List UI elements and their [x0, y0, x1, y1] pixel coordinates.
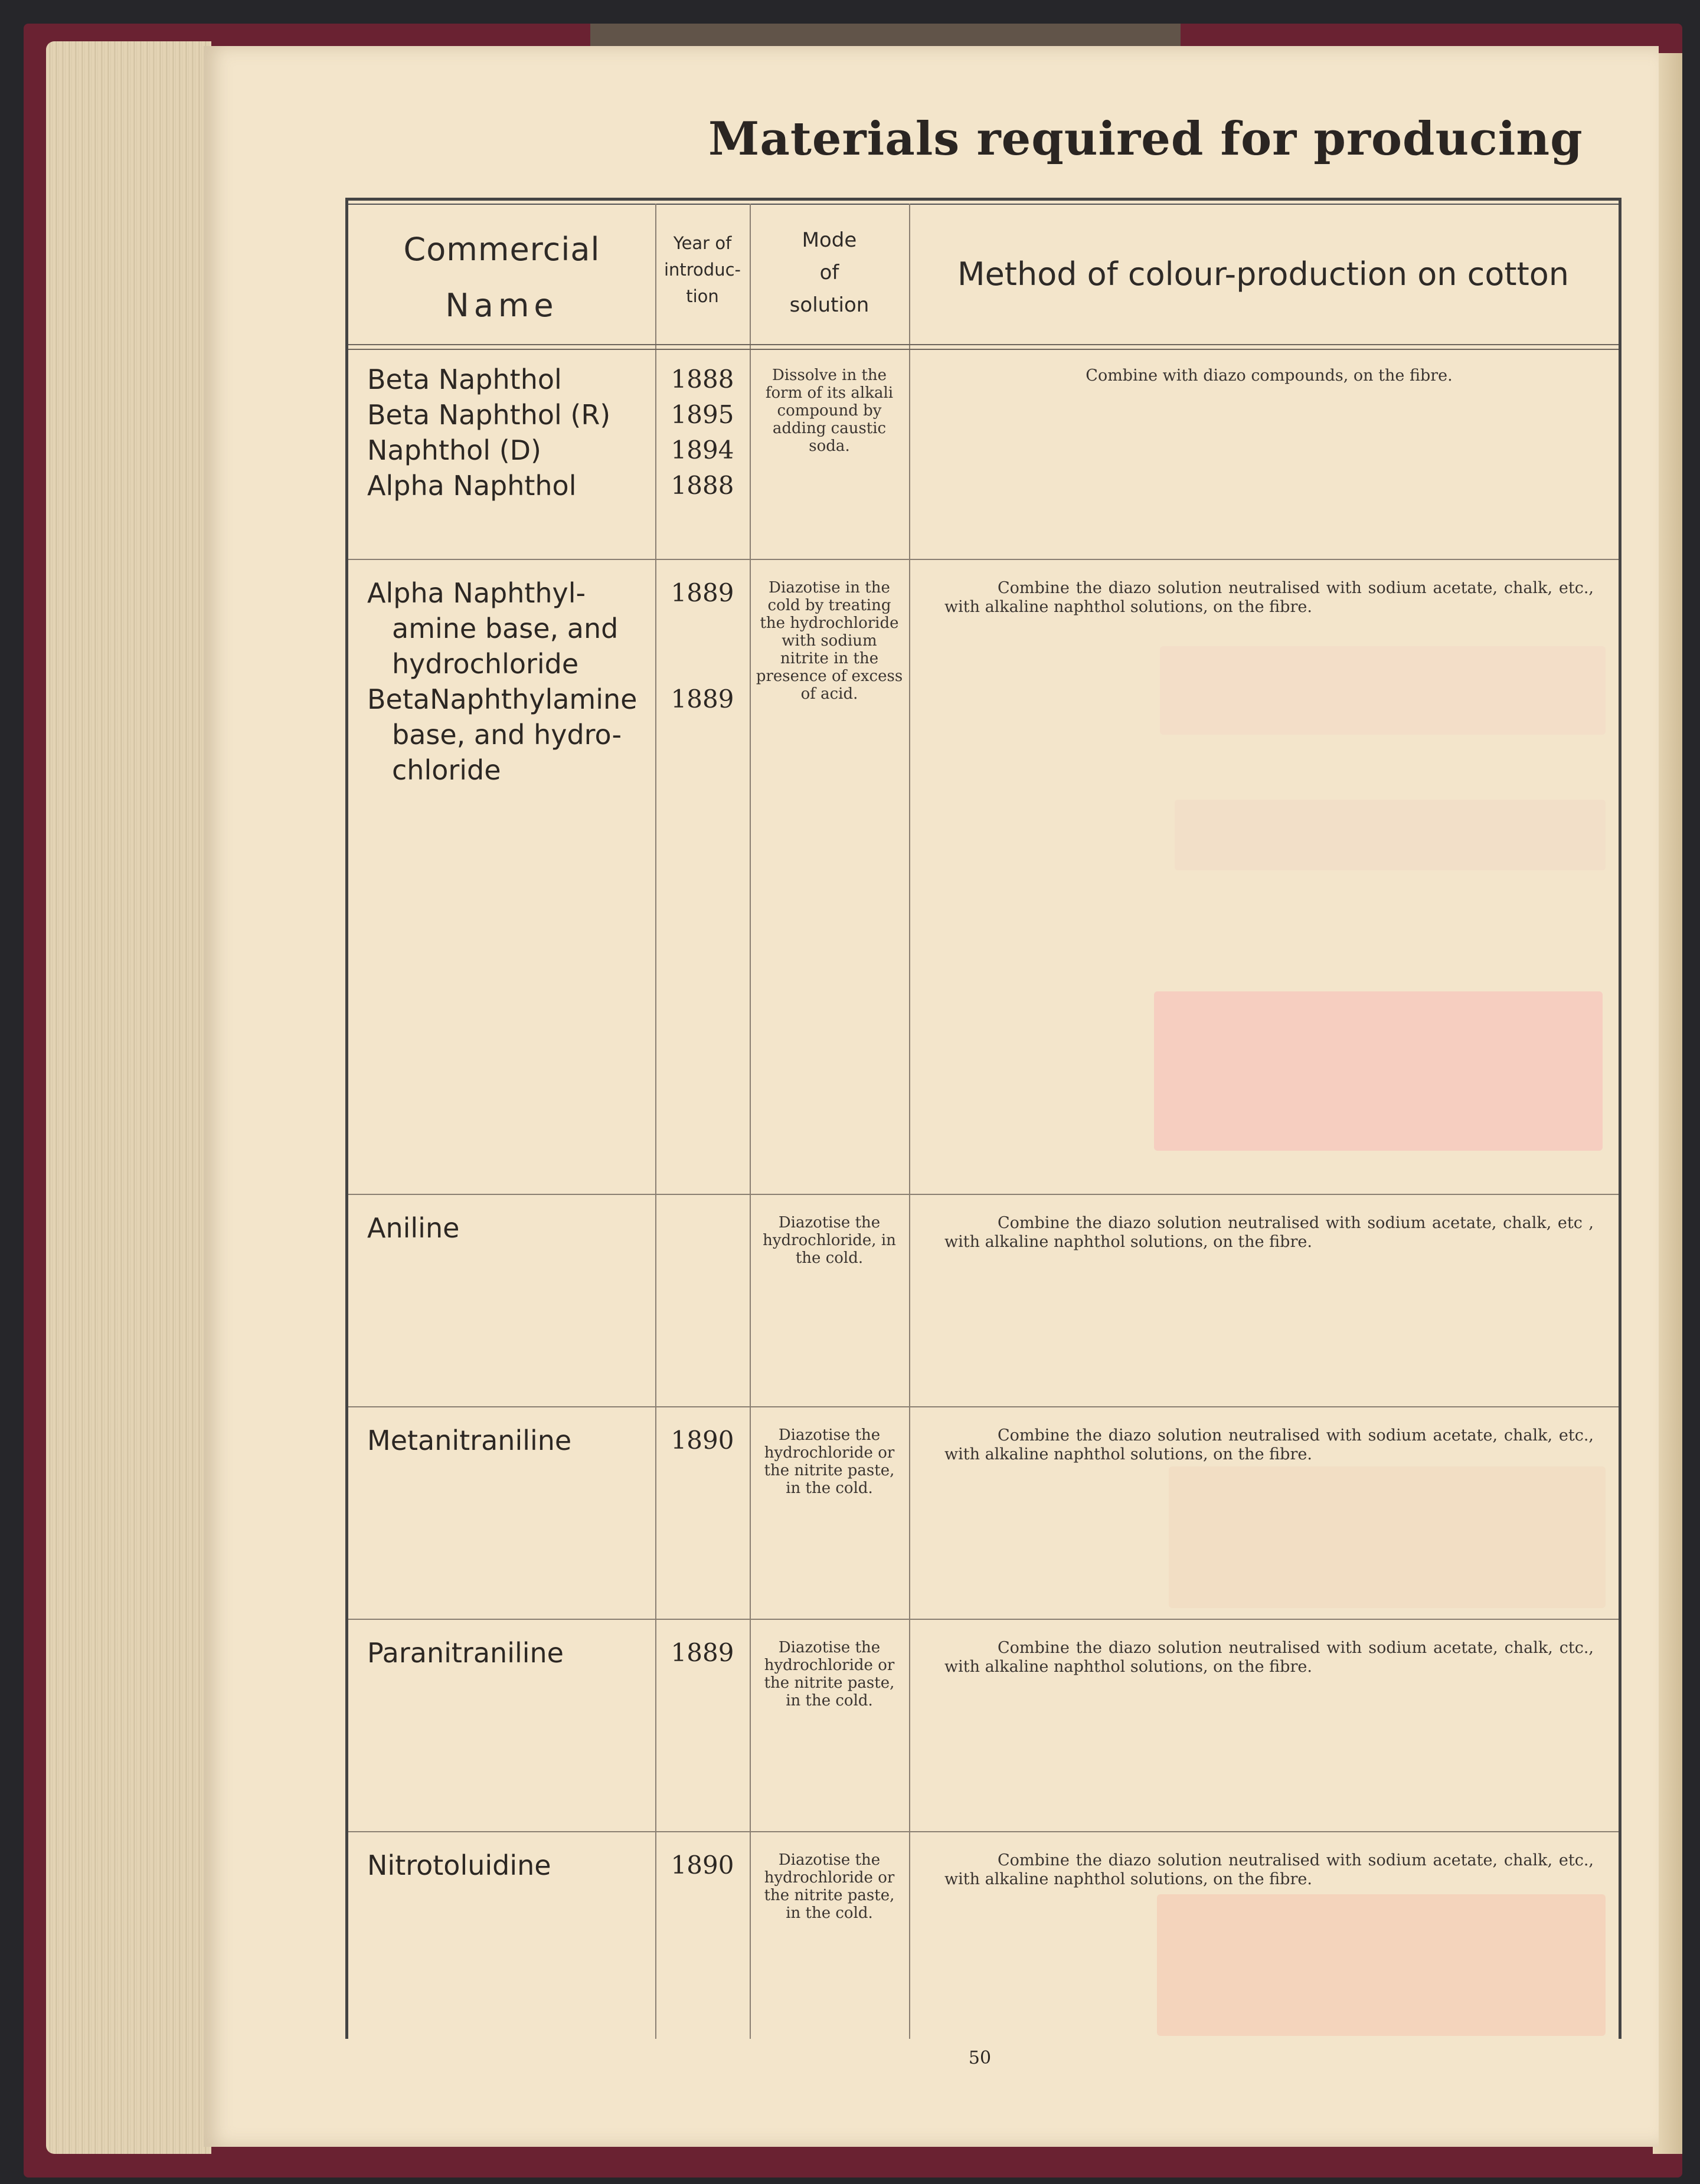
row-3-names — [367, 1423, 656, 1458]
header-year-line: Year of — [673, 233, 732, 253]
dye-sample-swatch — [1175, 800, 1606, 870]
header-mode-line: of — [819, 261, 839, 284]
row-0-method: Combine with diazo compounds, on the fibre. — [1086, 366, 1453, 385]
row-1-mode: Diazotise in the cold by treating the hydrochloride with sodium nitrite in the presence of excess of acid. — [756, 579, 903, 703]
header-method: Method of colour-production on cotton — [957, 256, 1570, 293]
row-divider — [348, 1619, 1619, 1620]
commercial-name: BetaNaphthylamine — [367, 683, 638, 715]
header-year-line: introduc- — [663, 260, 741, 280]
row-2-names — [367, 1210, 656, 1246]
table-top-border — [348, 198, 1619, 201]
row-2-mode: Diazotise the hydrochloride, in the cold. — [763, 1214, 896, 1267]
commercial-name: chloride — [392, 754, 501, 786]
dye-sample-swatch — [1157, 1894, 1606, 2036]
year-value: 1895 — [671, 400, 734, 429]
header-commercial-name — [348, 221, 655, 333]
page-title: Materials required for producing — [708, 112, 1583, 166]
row-1-year-b: 1889 — [671, 685, 734, 713]
commercial-name: Paranitraniline — [367, 1637, 564, 1669]
commercial-name: Beta Naphthol — [367, 364, 562, 395]
row-2-method: Combine the diazo solution neutralised with sodium acetate, chalk, etc , with alkaline naphthol solutions, on the fibre. — [944, 1214, 1594, 1251]
dye-sample-swatch — [1160, 646, 1606, 735]
commercial-name: hydrochloride — [392, 648, 579, 680]
row-divider — [348, 559, 1619, 560]
commercial-name: Naphthol (D) — [367, 434, 542, 466]
commercial-name: Aniline — [367, 1212, 460, 1244]
row-divider — [348, 1194, 1619, 1195]
header-name-line2: Name — [445, 287, 558, 324]
year-value: 1894 — [671, 436, 734, 464]
year-value: 1888 — [671, 471, 734, 500]
row-1-method: Combine the diazo solution neutralised with sodium acetate, chalk, etc., with alkaline naphthol solutions, on the fibre. — [944, 579, 1594, 616]
table-top-border-inner — [348, 204, 1619, 205]
row-4-mode: Diazotise the hydrochloride or the nitrite paste, in the cold. — [764, 1639, 895, 1710]
commercial-name: Nitrotoluidine — [367, 1849, 551, 1881]
row-1-names — [367, 575, 656, 788]
column-divider — [750, 204, 751, 2039]
row-5-method: Combine the diazo solution neutralised with sodium acetate, chalk, etc., with alkaline naphthol solutions, on the fibre. — [944, 1851, 1594, 1888]
commercial-name: Metanitraniline — [367, 1425, 572, 1456]
row-0-names — [367, 362, 656, 503]
header-mode — [750, 224, 909, 322]
commercial-name: Alpha Naphthol — [367, 470, 577, 502]
column-divider — [909, 204, 910, 2039]
year-value: 1888 — [671, 365, 734, 394]
cover-strip — [590, 24, 1181, 47]
row-0-years — [655, 362, 750, 503]
row-3-mode: Diazotise the hydrochloride or the nitrite paste, in the cold. — [764, 1426, 895, 1497]
dye-table — [345, 198, 1621, 2039]
header-year-line: tion — [686, 286, 719, 306]
commercial-name: amine base, and — [392, 613, 619, 644]
row-4-names — [367, 1635, 656, 1671]
row-divider — [348, 1406, 1619, 1407]
header-year — [655, 230, 750, 310]
commercial-name: base, and hydro- — [392, 719, 622, 751]
row-0-mode: Dissolve in the form of its alkali compound by adding caustic soda. — [765, 366, 894, 455]
dye-sample-swatch — [1169, 1466, 1606, 1608]
row-4-year: 1889 — [671, 1638, 734, 1667]
row-3-year: 1890 — [671, 1426, 734, 1455]
row-3-method: Combine the diazo solution neutralised with sodium acetate, chalk, etc., with alkaline naphthol solutions, on the fibre. — [944, 1426, 1594, 1463]
row-4-method: Combine the diazo solution neutralised with sodium acetate, chalk, ctc., with alkaline naphthol solutions, on the fibre. — [944, 1639, 1594, 1676]
page-number: 50 — [968, 2048, 992, 2068]
page-edges — [46, 41, 211, 2154]
row-5-names — [367, 1848, 656, 1883]
row-1-year-a: 1889 — [671, 578, 734, 607]
commercial-name: Alpha Naphthyl- — [367, 577, 586, 609]
dye-sample-swatch — [1154, 991, 1603, 1151]
row-5-mode: Diazotise the hydrochloride or the nitrite paste, in the cold. — [764, 1851, 895, 1922]
header-mode-line: Mode — [802, 228, 857, 252]
row-divider — [348, 1831, 1619, 1832]
row-5-year: 1890 — [671, 1851, 734, 1880]
header-name-line1: Commercial — [403, 231, 600, 268]
commercial-name: Beta Naphthol (R) — [367, 399, 611, 431]
header-mode-line: solution — [789, 293, 869, 317]
header-divider — [348, 344, 1619, 345]
